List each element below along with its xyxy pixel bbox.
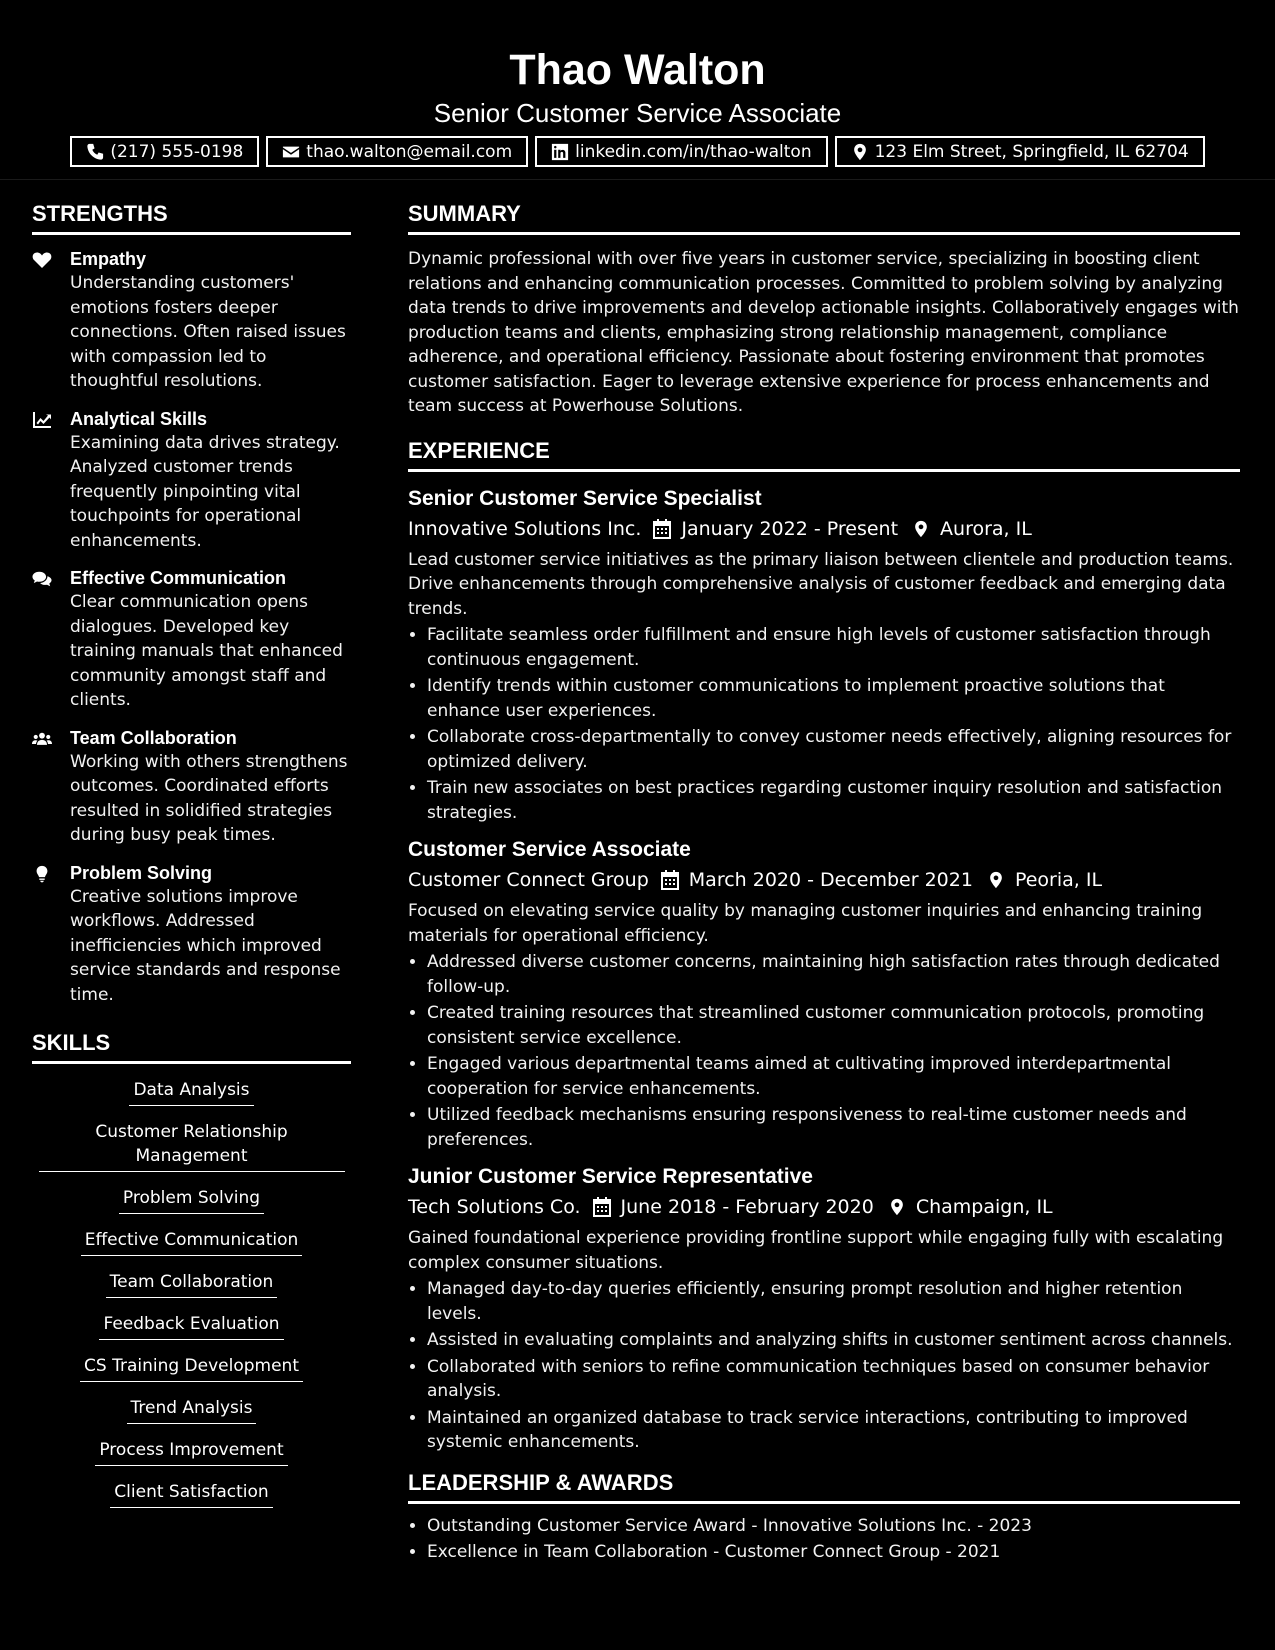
job-bullet: • Utilized feedback mechanisms ensuring responsiveness to real-time customer needs and preferences. (427, 1103, 1240, 1152)
location-pin-icon (987, 870, 1005, 890)
strength-item (32, 566, 351, 713)
skill-tag: Feedback Evaluation (99, 1312, 283, 1340)
strength-item (32, 407, 351, 554)
job-location: Peoria, IL (1014, 869, 1103, 891)
phone-contact[interactable] (70, 136, 259, 167)
job-bullet: • Assisted in evaluating complaints and analyzing shifts in customer sentiment across channels. (427, 1328, 1240, 1353)
strength-title: Problem Solving (70, 862, 213, 883)
job-bullet: • Collaborate cross-departmentally to convey customer needs effectively, aligning resources for optimized delivery. (427, 725, 1240, 774)
calendar-icon (593, 1197, 611, 1217)
job-bullet: • Engaged various departmental teams aimed at cultivating improved interdepartmental cooperation for service enhancements. (427, 1052, 1240, 1101)
skill-tag: Effective Communication (81, 1228, 303, 1256)
comments-icon (32, 570, 52, 588)
job-bullet: • Maintained an organized database to track service interactions, contributing to improved systemic enhancements. (427, 1406, 1240, 1455)
job-meta (408, 865, 1240, 895)
right-column (408, 200, 1240, 1567)
skill-tag: Problem Solving (119, 1186, 264, 1214)
strength-desc: Creative solutions improve workflows. Addressed inefficiencies which improved service standards and response time. (70, 886, 341, 1005)
job-bullet: • Collaborated with seniors to refine communication techniques based on consumer behavior analysis. (427, 1355, 1240, 1404)
job-title: Junior Customer Service Representative (408, 1165, 813, 1188)
linkedin-icon (551, 143, 569, 161)
job-desc: Gained foundational experience providing frontline support while engaging fully with escalating complex consumer situations. (408, 1228, 1224, 1273)
job-bullet: • Addressed diverse customer concerns, maintaining high satisfaction rates through dedicated follow-up. (427, 950, 1240, 999)
strengths-heading: STRENGTHS (32, 200, 351, 235)
strength-title: Team Collaboration (70, 727, 237, 748)
job-bullet: • Managed day-to-day queries efficiently, ensuring prompt resolution and higher retention levels. (427, 1277, 1240, 1326)
job-dates: January 2022 - Present (681, 517, 899, 540)
job-desc: Focused on elevating service quality by managing customer inquiries and enhancing training materials for operational efficiency. (408, 901, 1203, 946)
job-company: Innovative Solutions Inc. (408, 517, 642, 540)
location-pin-icon (888, 1197, 906, 1217)
heart-icon (32, 251, 52, 269)
award-item: • Outstanding Customer Service Award - Innovative Solutions Inc. - 2023 (427, 1514, 1240, 1539)
phone-text: (217) 555-0198 (110, 141, 244, 162)
job-bullet: • Created training resources that streamlined customer communication protocols, promoting consistent service excellence. (427, 1001, 1240, 1050)
candidate-title: Senior Customer Service Associate (433, 98, 842, 128)
left-column (32, 200, 351, 1522)
lightbulb-icon (32, 865, 52, 883)
location-pin-icon (851, 143, 869, 161)
strength-title: Empathy (70, 249, 147, 269)
job-meta (408, 514, 1240, 544)
phone-icon (86, 143, 104, 161)
job-title: Senior Customer Service Specialist (408, 486, 762, 510)
skill-tag: Process Improvement (95, 1438, 287, 1466)
job-dates: March 2020 - December 2021 (688, 869, 973, 891)
strength-item (32, 726, 351, 848)
skills-heading: SKILLS (32, 1029, 351, 1064)
job-bullets (408, 950, 1240, 1152)
job-bullet: • Train new associates on best practices regarding customer inquiry resolution and satisfaction strategies. (427, 776, 1240, 825)
strength-title: Analytical Skills (70, 408, 208, 429)
strength-title: Effective Communication (70, 568, 287, 588)
calendar-icon (653, 519, 671, 539)
resume-header (0, 0, 1275, 180)
job-entry (408, 484, 1240, 826)
skill-tag: Client Satisfaction (110, 1480, 272, 1508)
linkedin-contact[interactable] (535, 136, 827, 167)
chart-line-icon (32, 411, 52, 429)
address-contact (835, 136, 1205, 167)
strength-desc: Clear communication opens dialogues. Developed key training manuals that enhanced community amongst staff and clients. (70, 592, 343, 710)
skill-tag: Data Analysis (129, 1078, 253, 1106)
skills-list (32, 1078, 351, 1522)
job-title: Customer Service Associate (408, 838, 691, 861)
job-meta (408, 1192, 1240, 1222)
summary-text: Dynamic professional with over five years in customer service, specializing in boosting client relations and enhancing communication processes. Committed to problem solving by analyzing data trends to drive improvements and develop actionable insights. Collaboratively engages with production teams and clients, emphasizing strong relationship management, compliance adherence, and operational efficiency. Passionate about fostering environment that promotes customer satisfaction. Eager to leverage extensive experience for process enhancements and team success at Powerhouse Solutions. (408, 249, 1239, 416)
envelope-icon (282, 143, 300, 161)
job-location: Aurora, IL (940, 517, 1032, 540)
awards-list (408, 1514, 1240, 1565)
experience-heading: EXPERIENCE (408, 437, 1240, 472)
candidate-name: Thao Walton (509, 46, 766, 94)
skill-tag: CS Training Development (80, 1354, 303, 1382)
job-bullet: • Facilitate seamless order fulfillment and ensure high levels of customer satisfaction through continuous engagement. (427, 623, 1240, 672)
job-entry (408, 1162, 1240, 1455)
location-pin-icon (912, 519, 930, 539)
linkedin-text: linkedin.com/in/thao-walton (575, 141, 812, 162)
calendar-icon (661, 870, 679, 890)
summary-heading: SUMMARY (408, 200, 1240, 235)
skill-tag: Team Collaboration (106, 1270, 278, 1298)
job-bullets (408, 1277, 1240, 1455)
email-text: thao.walton@email.com (306, 141, 513, 162)
job-bullets (408, 623, 1240, 825)
awards-heading: LEADERSHIP & AWARDS (408, 1469, 1240, 1504)
strength-desc: Understanding customers' emotions fosters deeper connections. Often raised issues with compassion led to thoughtful resolutions. (70, 273, 346, 391)
strength-item (32, 861, 351, 1008)
email-contact[interactable] (266, 136, 528, 167)
users-icon (32, 730, 52, 748)
strength-desc: Examining data drives strategy. Analyzed customer trends frequently pinpointing vital touchpoints for operational enhancements. (70, 432, 340, 551)
skill-tag: Customer Relationship Management (39, 1120, 345, 1172)
skill-tag: Trend Analysis (127, 1396, 257, 1424)
strength-item (32, 247, 351, 394)
job-location: Champaign, IL (915, 1196, 1053, 1218)
job-bullet: • Identify trends within customer communications to implement proactive solutions that enhance user experiences. (427, 674, 1240, 723)
address-text: 123 Elm Street, Springfield, IL 62704 (874, 141, 1189, 162)
job-dates: June 2018 - February 2020 (620, 1196, 874, 1218)
award-item: • Excellence in Team Collaboration - Customer Connect Group - 2021 (427, 1540, 1240, 1565)
contact-bar (0, 136, 1275, 167)
job-entry (408, 835, 1240, 1152)
strength-desc: Working with others strengthens outcomes. Coordinated efforts resulted in solidified strategies during busy peak times. (70, 751, 348, 845)
job-company: Customer Connect Group (408, 869, 649, 891)
job-desc: Lead customer service initiatives as the primary liaison between clientele and production teams. Drive enhancements through comprehensive analysis of customer feedback and emerging data trends. (408, 549, 1234, 619)
job-company: Tech Solutions Co. (408, 1196, 581, 1218)
